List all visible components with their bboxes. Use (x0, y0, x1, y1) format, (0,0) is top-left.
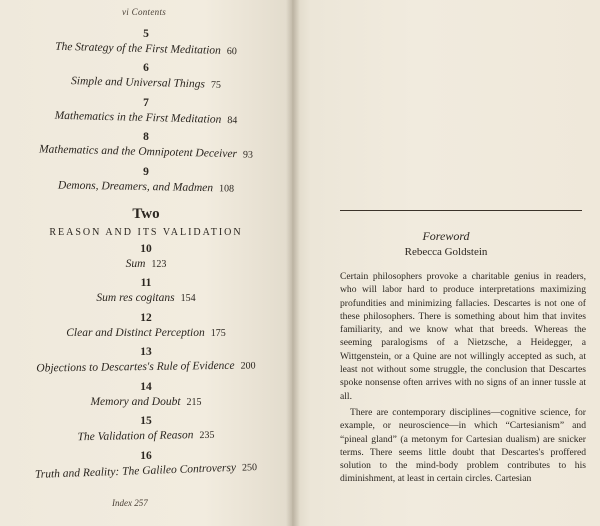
chapter-title: The Strategy of the First Meditation 60 (54, 40, 237, 58)
chapter-title: Mathematics in the First Meditation 84 (54, 109, 238, 127)
chapter-number: 7 (143, 97, 149, 109)
foreword-page (292, 0, 600, 526)
foreword-title: Foreword (422, 229, 470, 243)
foreword-author: Rebecca Goldstein (404, 246, 488, 258)
chapter-title: Sum res cogitans 154 (96, 292, 196, 304)
section-rule (340, 210, 582, 211)
running-header: vi Contents (122, 7, 167, 17)
toc-entry (0, 62, 292, 89)
paragraph: Certain philosophers provoke a charitable genius in readers, who will labor hard to produce interpretations maximizing profundities and minimizing fallacies. Descartes is not one of these philosophers. There is something about him that invites familiarity, and we know what that breeds. Whereas the seeming paralogisms of a Nietzsche, a Heidegger, a Wittgenstein, or a Quine are not willingly accepted as such, at least not without some struggle, the conclusion that Descartes spoke nonsense often arrives with no signs of an inner tussle at all. (340, 271, 586, 402)
chapter-title: Sum 123 (125, 258, 167, 270)
part-title: Two (132, 206, 160, 222)
toc-entry (0, 277, 292, 304)
toc-entry (0, 166, 292, 193)
chapter-title: Memory and Doubt 215 (90, 396, 202, 408)
foreword-body (340, 270, 586, 486)
chapter-title: Demons, Dreamers, and Madmen 108 (57, 179, 235, 195)
chapter-number: 14 (140, 381, 152, 393)
chapter-number: 13 (140, 346, 152, 358)
contents-page (0, 0, 292, 526)
paragraph: There are contemporary disciplines—cognitive science, for example, or neuroscience—in which “Cartesianism” and “pineal gland” (a metonym for Cartesian dualism) are snicker terms. There seems little doubt that Descartes's proffered solution to the mind-body problem contributes to his diminishment, at least in certain circles. Cartesian (340, 406, 586, 485)
chapter-title: Clear and Distinct Perception 175 (66, 327, 226, 339)
toc-entry (0, 243, 292, 270)
toc-entry (0, 312, 292, 339)
chapter-title: The Validation of Reason 235 (77, 429, 215, 444)
chapter-number: 11 (140, 277, 152, 289)
chapter-title: Objections to Descartes's Rule of Evidence 200 (36, 359, 256, 375)
chapter-number: 16 (140, 450, 152, 462)
part-heading (0, 206, 292, 238)
toc-entry (0, 97, 292, 127)
toc-entry (0, 381, 292, 408)
chapter-number: 6 (143, 62, 149, 74)
chapter-number: 9 (143, 166, 149, 178)
toc-entry (0, 28, 292, 58)
toc-entry (0, 346, 292, 373)
chapter-title: Mathematics and the Omnipotent Deceiver 93 (38, 143, 254, 161)
chapter-number: 12 (140, 312, 152, 324)
toc-entry (0, 415, 292, 442)
chapter-number: 5 (143, 28, 149, 40)
chapter-title: Truth and Reality: The Galileo Controversy 250 (34, 461, 258, 481)
chapter-number: 8 (143, 131, 149, 143)
toc-entry (0, 450, 292, 481)
chapter-number: 10 (140, 243, 152, 255)
part-subtitle: REASON AND ITS VALIDATION (49, 227, 243, 238)
chapter-title: Simple and Universal Things 75 (70, 75, 222, 91)
toc-entry (0, 131, 292, 161)
chapter-number: 15 (140, 415, 152, 427)
book-gutter (286, 0, 300, 526)
index-entry: Index 257 (112, 498, 148, 508)
